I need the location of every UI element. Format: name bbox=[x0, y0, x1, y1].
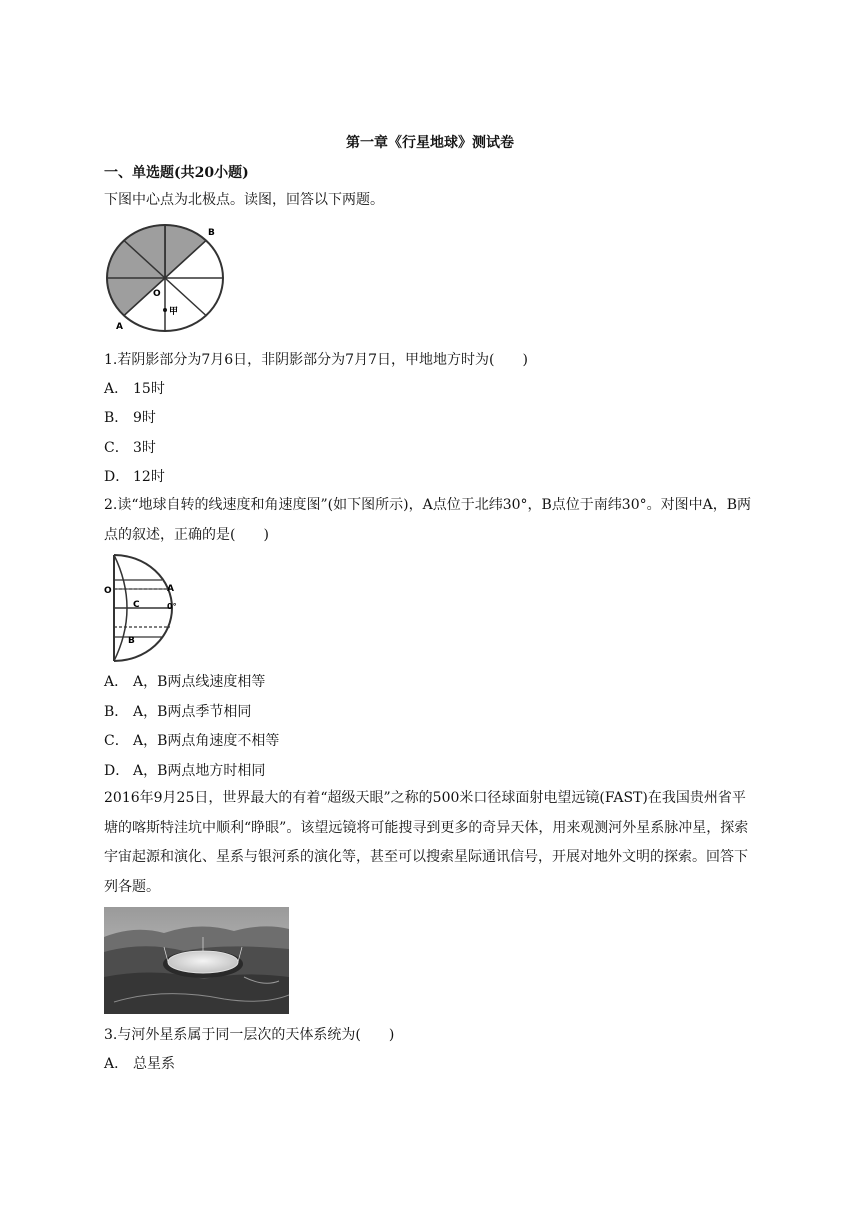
option-letter: A． bbox=[104, 674, 129, 690]
option-text: A，B两点角速度不相等 bbox=[133, 733, 280, 749]
passage-text: 2016年9月25日，世界最大的有着“超级天眼”之称的500米口径球面射电望远镜(FAST)在我国贵州省平塘的喀斯特洼坑中顺利“睁眼”。该望远镜将可能搜寻到更多的奇异天体，用来观测河外星系脉冲星，探索宇宙起源和演化、星系与银河系的演化等，甚至可以搜索星际通讯信号，开展对地外文明的探索。回答下列各题。 bbox=[104, 790, 749, 895]
option-text: 12时 bbox=[133, 469, 165, 485]
question-2-option-d bbox=[104, 762, 265, 780]
option-letter: A． bbox=[104, 1056, 129, 1072]
rotation-velocity-figure bbox=[104, 553, 182, 663]
option-text: A，B两点地方时相同 bbox=[133, 763, 266, 779]
option-letter: B． bbox=[104, 410, 129, 426]
page-title: 第一章《行星地球》测试卷 bbox=[346, 135, 514, 151]
question-3-stem: 3.与河外星系属于同一层次的天体系统为( ) bbox=[104, 1027, 395, 1043]
label-o: O bbox=[104, 586, 112, 596]
option-letter: D． bbox=[104, 469, 130, 485]
option-text: A，B两点线速度相等 bbox=[133, 674, 266, 690]
fast-telescope-photo bbox=[104, 907, 289, 1014]
question-1-option-b bbox=[104, 409, 156, 427]
section-heading: 一、单选题(共20小题) bbox=[104, 165, 249, 181]
question-1-option-d bbox=[104, 468, 165, 486]
label-equator: 0° bbox=[167, 602, 177, 611]
question-2-option-a bbox=[104, 673, 265, 691]
label-c: C bbox=[133, 600, 140, 610]
option-text: 15时 bbox=[133, 381, 165, 397]
label-jia: 甲 bbox=[169, 307, 179, 317]
option-text: 总星系 bbox=[133, 1056, 175, 1072]
question-2-option-c bbox=[104, 732, 279, 750]
option-letter: C． bbox=[104, 440, 129, 456]
question-3-option-a bbox=[104, 1055, 175, 1073]
question-2-option-b bbox=[104, 703, 251, 721]
label-a: A bbox=[167, 584, 174, 594]
option-text: A，B两点季节相同 bbox=[133, 704, 252, 720]
option-letter: D． bbox=[104, 763, 130, 779]
question-1-option-a bbox=[104, 380, 165, 398]
polar-view-figure bbox=[104, 222, 228, 334]
label-a: A bbox=[116, 322, 123, 332]
option-text: 9时 bbox=[133, 410, 156, 426]
label-o: O bbox=[153, 289, 161, 299]
question-1-stem: 1.若阴影部分为7月6日，非阴影部分为7月7日，甲地地方时为( ) bbox=[104, 352, 528, 368]
option-letter: C． bbox=[104, 733, 129, 749]
label-b: B bbox=[208, 228, 215, 238]
option-letter: B． bbox=[104, 704, 129, 720]
question-2-stem: 2.读“地球自转的线速度和角速度图”(如下图所示)，A点位于北纬30°，B点位于南纬30°。对图中A，B两点的叙述，正确的是( ) bbox=[104, 497, 752, 543]
question-1-option-c bbox=[104, 439, 156, 457]
option-letter: A． bbox=[104, 381, 129, 397]
option-text: 3时 bbox=[133, 440, 156, 456]
label-b: B bbox=[128, 636, 135, 646]
intro-text: 下图中心点为北极点。读图，回答以下两题。 bbox=[104, 192, 384, 208]
